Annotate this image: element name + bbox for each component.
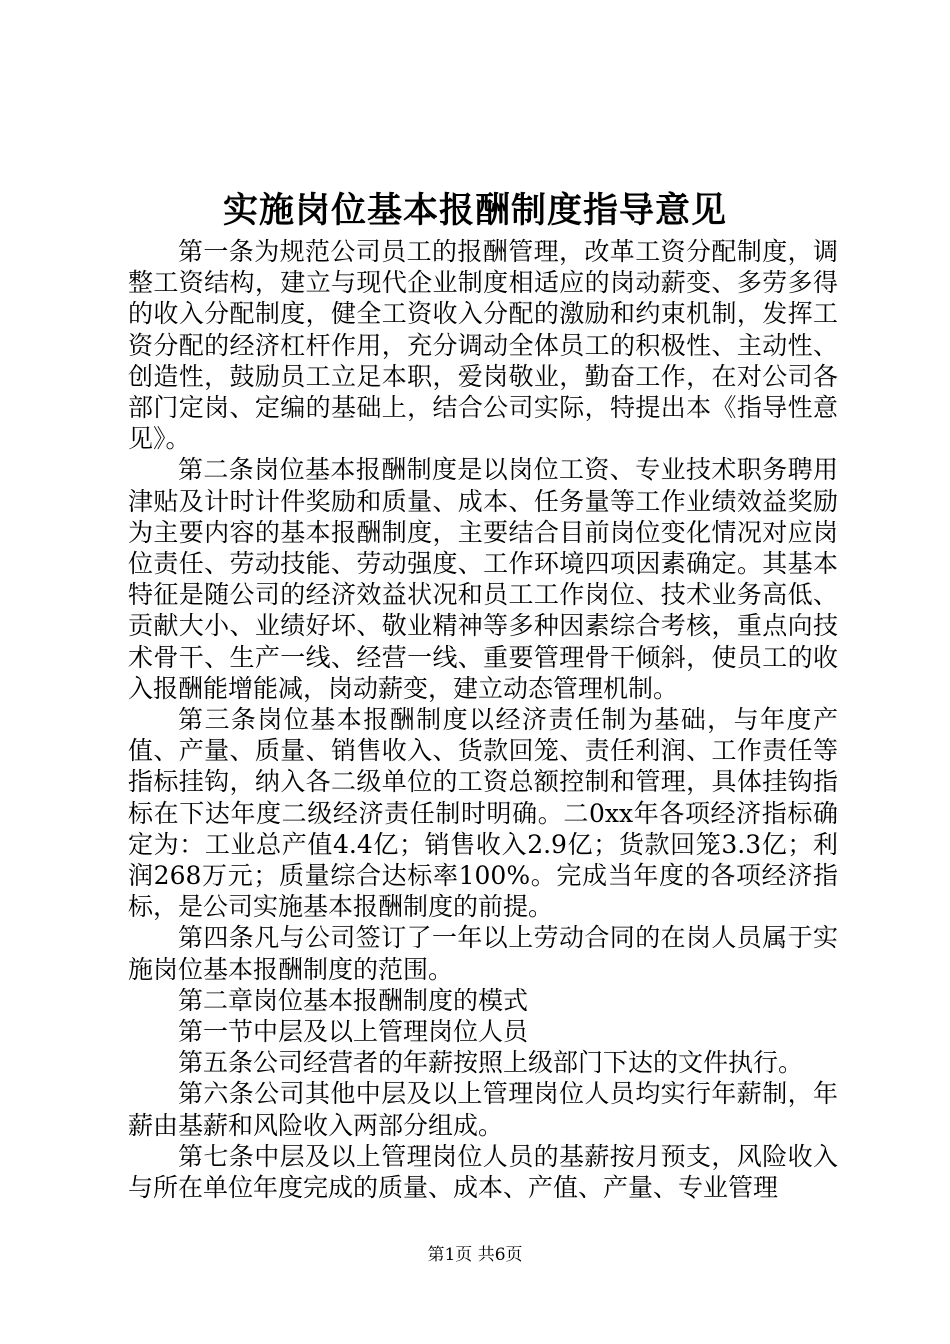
paragraph-article-2: 第二条岗位基本报酬制度是以岗位工资、专业技术职务聘用津贴及计时计件奖励和质量、成本、任务量等工作业绩效益奖励为主要内容的基本报酬制度，主要结合目前岗位变化情况对应岗位责任、劳动技能、劳动强度、工作环境四项因素确定。其基本特征是随公司的经济效益状况和员工工作岗位、技术业务高低、贡献大小、业绩好坏、敬业精神等多种因素综合考核，重点向技术骨干、生产一线、经营一线、重要管理骨干倾斜，使员工的收入报酬能增能减，岗动薪变，建立动态管理机制。 [128, 455, 838, 703]
section-heading: 第一节中层及以上管理岗位人员 [178, 1017, 529, 1047]
page-footer: 第1页 共6页 [427, 1245, 523, 1265]
paragraph-article-4: 第四条凡与公司签订了一年以上劳动合同的在岗人员属于实施岗位基本报酬制度的范围。 [128, 923, 838, 984]
chapter-heading: 第二章岗位基本报酬制度的模式 [178, 985, 529, 1015]
paragraph-article-3: 第三条岗位基本报酬制度以经济责任制为基础，与年度产值、产量、质量、销售收入、货款回笼、责任利润、工作责任等指标挂钩，纳入各二级单位的工资总额控制和管理，具体挂钩指标在下达年度二级经济责任制时明确。二0xx年各项经济指标确定为：工业总产值4.4亿；销售收入2.9亿；货款回笼3.3亿；利润268万元；质量综合达标率100%。完成当年度的各项经济指标，是公司实施基本报酬制度的前提。 [128, 705, 838, 922]
paragraph-article-5: 第五条公司经营者的年薪按照上级部门下达的文件执行。 [178, 1048, 804, 1078]
paragraph-article-1: 第一条为规范公司员工的报酬管理，改革工资分配制度，调整工资结构，建立与现代企业制度相适应的岗动薪变、多劳多得的收入分配制度，健全工资收入分配的激励和约束机制，发挥工资分配的经济杠杆作用，充分调动全体员工的积极性、主动性、创造性，鼓励员工立足本职，爱岗敬业，勤奋工作，在对公司各部门定岗、定编的基础上，结合公司实际，特提出本《指导性意见》。 [128, 237, 838, 454]
paragraph-article-6: 第六条公司其他中层及以上管理岗位人员均实行年薪制，年薪由基薪和风险收入两部分组成。 [128, 1079, 838, 1140]
document-title: 实施岗位基本报酬制度指导意见 [222, 190, 727, 231]
paragraph-article-7: 第七条中层及以上管理岗位人员的基薪按月预支，风险收入与所在单位年度完成的质量、成本、产值、产量、专业管理 [128, 1141, 838, 1203]
document-body [128, 236, 838, 1203]
